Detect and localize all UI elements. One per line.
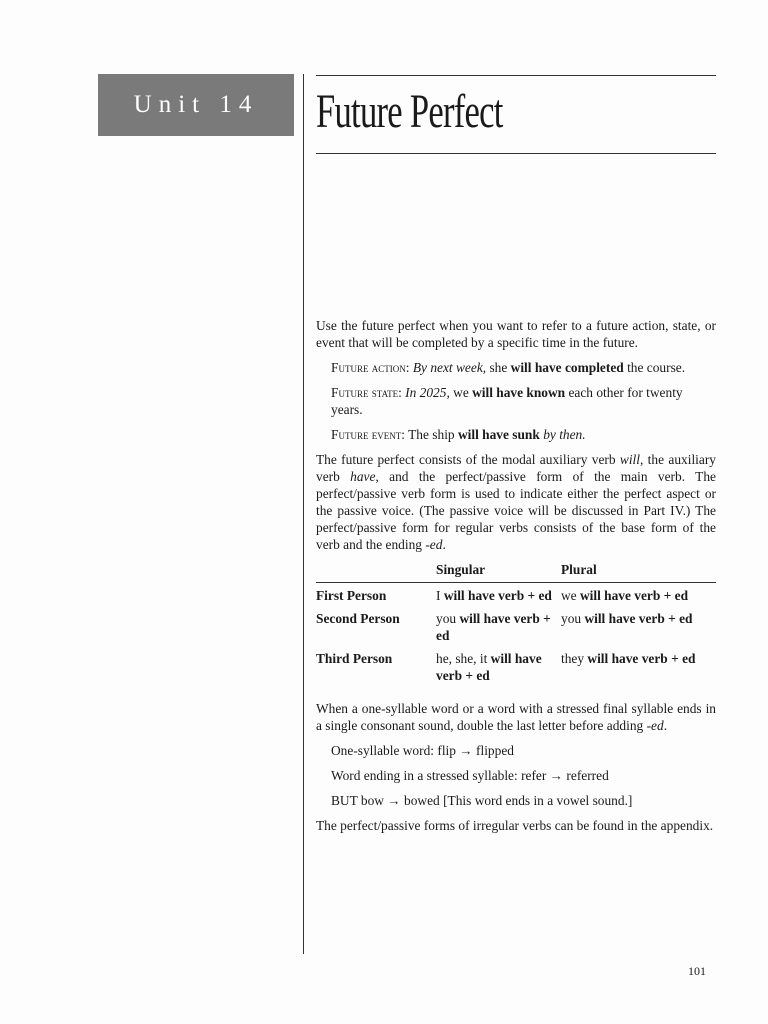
term-ed: -ed: [425, 537, 443, 552]
spelling-example: One-syllable word: flip → flipped: [331, 743, 514, 758]
pronoun: you: [436, 611, 460, 626]
table-header-row: [316, 561, 716, 583]
plural-cell: [561, 646, 716, 686]
title-bottom-rule: [316, 153, 716, 154]
term-will: will: [619, 452, 640, 467]
text-run: , the auxiliary verb: [316, 452, 716, 484]
verb-form: will have verb + ed: [584, 611, 693, 626]
verb-form: will have verb + ed: [443, 588, 552, 603]
verb-form: will have verb + ed: [587, 651, 696, 666]
verb-form: will have verb + ed: [579, 588, 689, 603]
example-verb: will have known: [472, 385, 566, 400]
title-top-rule: [316, 75, 716, 76]
example-text: The ship: [405, 427, 458, 442]
unit-badge: [98, 74, 294, 136]
example-future-event: [331, 426, 716, 443]
term-have: have: [350, 469, 376, 484]
example-text: the course.: [623, 360, 686, 375]
spelling-example: Word ending in a stressed syllable: refer → referred: [331, 768, 609, 783]
term-ed: -ed: [646, 718, 664, 733]
example-text: we: [449, 385, 473, 400]
irregular-paragraph: The perfect/passive forms of irregular verbs can be found in the appendix.: [316, 818, 714, 833]
table-row: [316, 646, 716, 686]
singular-cell: [436, 646, 561, 686]
plural-cell: [561, 606, 716, 646]
spelling-example: BUT bow → bowed [This word ends in a vowel sound.]: [331, 793, 633, 808]
pronoun: you: [561, 611, 585, 626]
page-number: 101: [688, 964, 706, 978]
vertical-divider: [303, 74, 304, 954]
pronoun: I: [436, 588, 444, 603]
plural-cell: [561, 583, 716, 607]
example-text: she: [486, 360, 511, 375]
example-label: Future action:: [331, 360, 410, 375]
person-cell: First Person: [316, 588, 387, 603]
pronoun: we: [561, 588, 580, 603]
doubling-paragraph: [316, 700, 716, 734]
text-run: The future perfect consists of the modal auxiliary verb: [316, 452, 620, 467]
page-title: Future Perfect: [316, 85, 503, 138]
example-verb: will have completed: [510, 360, 624, 375]
conjugation-table: [316, 561, 716, 686]
person-cell: Third Person: [316, 651, 393, 666]
content-body: [316, 317, 716, 842]
person-cell: Second Person: [316, 611, 400, 626]
unit-label: Unit 14: [133, 91, 259, 118]
text-run: .: [663, 718, 668, 733]
table-header-plural: Plural: [561, 562, 597, 577]
pronoun: they: [561, 651, 588, 666]
pronoun: he, she, it: [436, 651, 491, 666]
text-run: .: [442, 537, 446, 552]
singular-cell: [436, 583, 561, 607]
text-run: When a one-syllable word or a word with a stressed final syllable ends in a single consonant sound, double the last letter before adding: [316, 701, 716, 733]
table-row: [316, 606, 716, 646]
consists-paragraph: [316, 451, 716, 553]
example-time-phrase: By next week,: [412, 360, 487, 375]
intro-paragraph: Use the future perfect when you want to refer to a future action, state, or event that will be completed by a specific time in the future.: [316, 318, 716, 350]
singular-cell: [436, 606, 561, 646]
example-label: Future state:: [331, 385, 402, 400]
verb-form: will have verb + ed: [436, 611, 551, 643]
example-time-phrase: by then.: [543, 427, 586, 442]
table-header-singular: Singular: [436, 562, 486, 577]
example-label: Future event:: [331, 427, 406, 442]
table-header: [316, 561, 436, 583]
verb-form: will have verb + ed: [436, 651, 542, 683]
table-row: [316, 583, 716, 607]
example-time-phrase: In 2025,: [405, 385, 450, 400]
text-run: , and the perfect/passive form of the main verb. The perfect/passive verb form is used to indicate either the perfect aspect or the passive voice. (The passive voice will be discussed in Part IV.) The perfect/passive form for regular verbs consists of the base form of the verb and the ending: [316, 469, 716, 552]
example-future-action: [331, 359, 716, 376]
example-future-state: [331, 384, 716, 418]
example-text: each other for twenty years.: [331, 385, 683, 417]
example-verb: will have sunk: [457, 427, 540, 442]
